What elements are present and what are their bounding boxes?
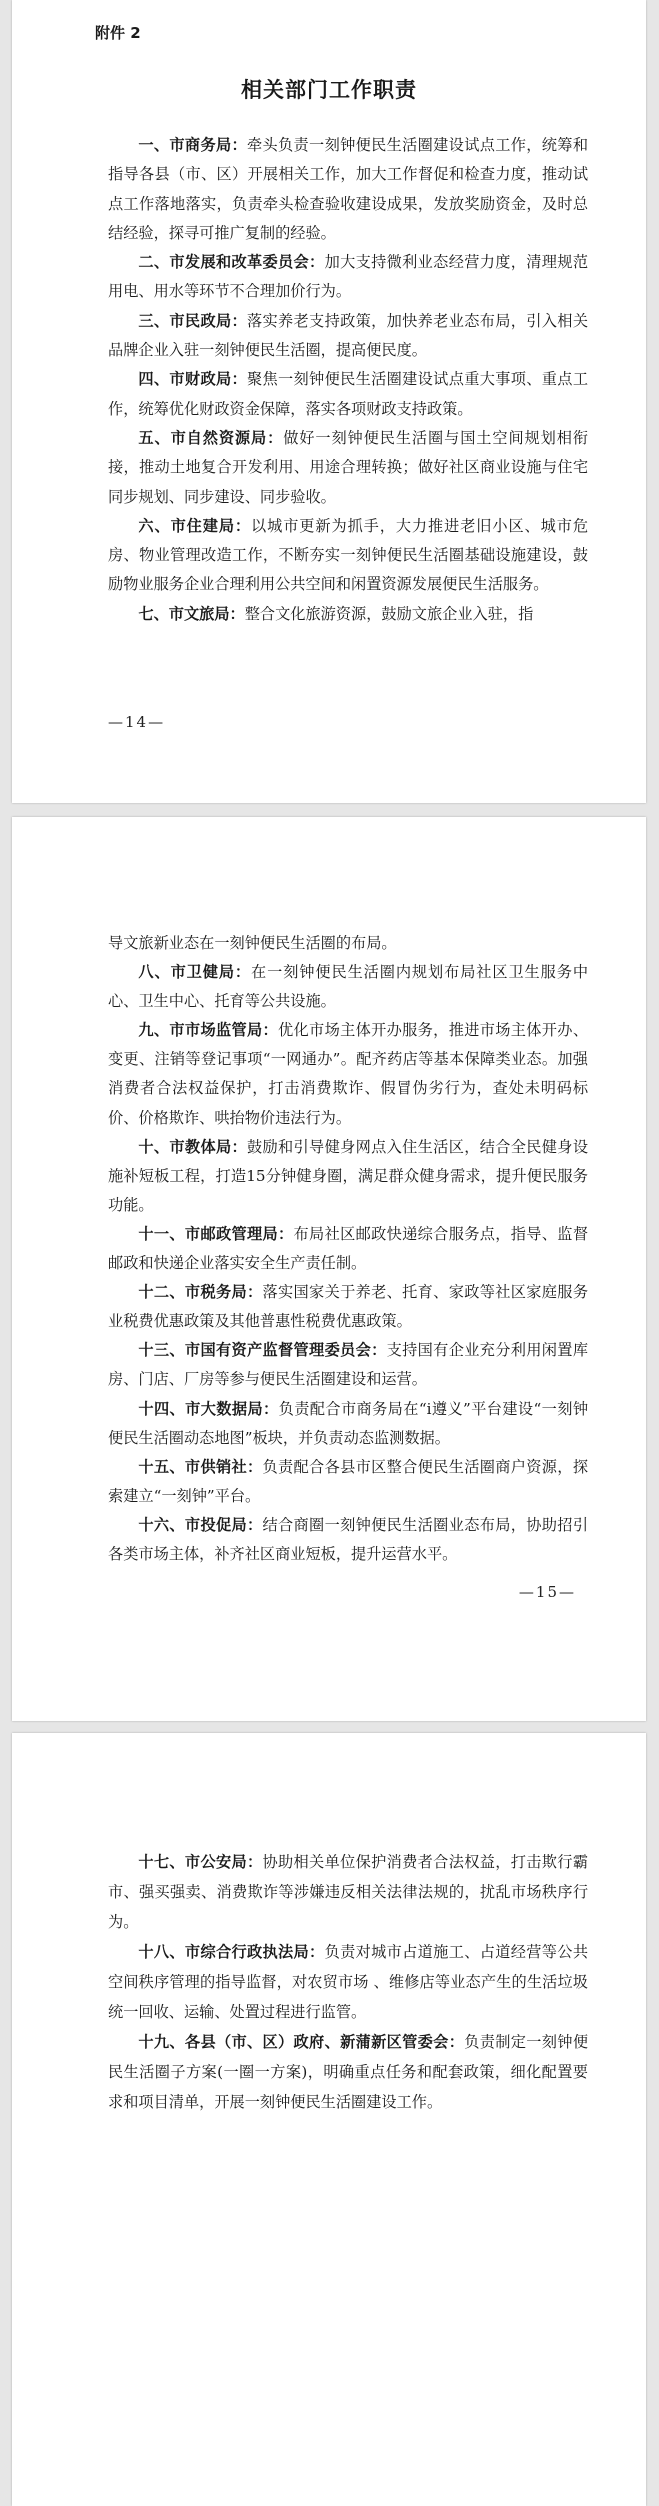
duty-text: 布局社区邮政快递综合服务点，指导、监督邮政和快递企业落实安全生产责任制。 xyxy=(108,1224,589,1273)
department-name: 九、市市场监管局： xyxy=(138,1021,279,1040)
duty-paragraph-16 xyxy=(108,1511,588,1569)
department-name: 四、市财政局： xyxy=(138,370,247,389)
department-name: 十六、市投促局： xyxy=(138,1515,263,1534)
page-3-body xyxy=(108,1847,588,2117)
document-page-3 xyxy=(12,1733,646,2506)
duty-paragraph-17 xyxy=(108,1847,588,1937)
duty-text: 以城市更新为抓手，大力推进老旧小区、城市危房、物业管理改造工作，不断夯实一刻钟便民生活圈基础设施建设，鼓励物业服务企业合理利用公共空间和闲置资源发展便民生活服务。 xyxy=(108,516,589,594)
page-number: —15— xyxy=(518,1583,576,1601)
duty-paragraph-19 xyxy=(108,2027,588,2117)
duty-paragraph-6 xyxy=(108,512,588,600)
duty-paragraph-2 xyxy=(108,248,588,307)
duty-paragraph-5 xyxy=(108,424,588,512)
duty-paragraph-11 xyxy=(108,1220,588,1278)
department-name: 二、市发展和改革委员会： xyxy=(138,253,325,272)
document-page-1 xyxy=(12,0,646,803)
department-name: 十一、市邮政管理局： xyxy=(138,1224,294,1243)
department-name: 五、市自然资源局： xyxy=(138,428,284,447)
duty-text: 导文旅新业态在一刻钟便民生活圈的布局。 xyxy=(108,934,397,952)
department-name: 十四、市大数据局： xyxy=(138,1399,279,1418)
department-name: 十八、市综合行政执法局： xyxy=(138,1943,325,1961)
department-name: 十、市教体局： xyxy=(138,1137,247,1156)
attachment-label: 附件 2 xyxy=(95,24,141,42)
duty-text: 落实养老支持政策，加快养老业态布局，引入相关品牌企业入驻一刻钟便民生活圈，提高便民度。 xyxy=(108,311,589,360)
page-1-body xyxy=(108,131,588,629)
department-name: 八、市卫健局： xyxy=(138,963,252,982)
duty-text: 加大支持微利业态经营力度，清理规范用电、用水等环节不合理加价行为。 xyxy=(108,253,589,301)
duty-paragraph-continued xyxy=(108,929,588,958)
page-2-body xyxy=(108,929,588,1569)
duty-paragraph-4 xyxy=(108,365,588,424)
department-name: 十七、市公安局： xyxy=(138,1853,263,1871)
duty-text: 鼓励和引导健身网点入住生活区，结合全民健身设施补短板工程，打造15分钟健身圈，满足群众健身需求，提升便民服务功能。 xyxy=(108,1137,589,1214)
duty-paragraph-9 xyxy=(108,1016,588,1132)
document-page-2 xyxy=(12,817,646,1721)
duty-paragraph-7 xyxy=(108,600,588,629)
duty-text: 负责配合市商务局在“i遵义”平台建设“一刻钟便民生活圈动态地图”板块，并负责动态监测数据。 xyxy=(108,1399,589,1447)
duty-text: 落实国家关于养老、托育、家政等社区家庭服务业税费优惠政策及其他普惠性税费优惠政策。 xyxy=(108,1283,589,1331)
department-name: 十二、市税务局： xyxy=(138,1283,263,1302)
duty-text: 做好一刻钟便民生活圈与国土空间规划相衔接，推动土地复合开发利用、用途合理转换；做好社区商业设施与住宅同步规划、同步建设、同步验收。 xyxy=(108,428,589,506)
department-name: 三、市民政局： xyxy=(138,311,247,330)
duty-paragraph-18 xyxy=(108,1937,588,2027)
department-name: 十五、市供销社： xyxy=(138,1457,263,1476)
department-name: 六、市住建局： xyxy=(138,516,252,535)
department-name: 十三、市国有资产监督管理委员会： xyxy=(138,1341,387,1360)
duty-text: 负责配合各县市区整合便民生活圈商户资源，探索建立“一刻钟”平台。 xyxy=(108,1457,589,1505)
document-title: 相关部门工作职责 xyxy=(241,78,417,102)
duty-paragraph-8 xyxy=(108,958,588,1016)
duty-paragraph-15 xyxy=(108,1453,588,1511)
duty-paragraph-13 xyxy=(108,1336,588,1394)
duty-paragraph-14 xyxy=(108,1395,588,1453)
duty-paragraph-3 xyxy=(108,307,588,366)
duty-text: 负责对城市占道施工、占道经营等公共空间秩序管理的指导监督，对农贸市场 、维修店等业态产生的生活垃圾统一回收、运输、处置过程进行监管。 xyxy=(108,1943,589,2021)
duty-text: 负责制定一刻钟便民生活圈子方案(一圈一方案)，明确重点任务和配套政策，细化配置要求和项目清单，开展一刻钟便民生活圈建设工作。 xyxy=(108,2033,589,2111)
duty-text: 结合商圈一刻钟便民生活圈业态布局，协助招引各类市场主体，补齐社区商业短板，提升运营水平。 xyxy=(108,1515,589,1563)
duty-paragraph-1 xyxy=(108,131,588,248)
department-name: 十九、各县（市、区）政府、新蒲新区管委会： xyxy=(138,2033,465,2051)
duty-text: 整合文化旅游资源，鼓励文旅企业入驻，指 xyxy=(244,604,534,623)
duty-paragraph-10 xyxy=(108,1133,588,1220)
department-name: 七、市文旅局： xyxy=(138,604,245,623)
duty-text: 优化市场主体开办服务，推进市场主体开办、变更、注销等登记事项“一网通办”。配齐药店等基本保障类业态。加强消费者合法权益保护，打击消费欺诈、假冒伪劣行为，查处未明码标价、价格欺诈、哄抬物价违法行为。 xyxy=(108,1021,589,1127)
department-name: 一、市商务局： xyxy=(138,136,247,154)
duty-text: 聚焦一刻钟便民生活圈建设试点重大事项、重点工作，统筹优化财政资金保障，落实各项财政支持政策。 xyxy=(108,370,589,418)
page-number: —14— xyxy=(108,713,166,731)
duty-text: 支持国有企业充分利用闲置库房、门店、厂房等参与便民生活圈建设和运营。 xyxy=(108,1341,589,1389)
duty-text: 协助相关单位保护消费者合法权益，打击欺行霸市、强买强卖、消费欺诈等涉嫌违反相关法律法规的，扰乱市场秩序行为。 xyxy=(108,1853,589,1931)
duty-paragraph-12 xyxy=(108,1278,588,1336)
duty-text: 在一刻钟便民生活圈内规划布局社区卫生服务中心、卫生中心、托育等公共设施。 xyxy=(108,963,589,1011)
duty-text: 牵头负责一刻钟便民生活圈建设试点工作，统筹和指导各县（市、区）开展相关工作，加大工作督促和检查力度，推动试点工作落地落实，负责牵头检查验收建设成果，发放奖励资金，及时总结经验，探寻可推广复制的经验。 xyxy=(108,136,589,242)
